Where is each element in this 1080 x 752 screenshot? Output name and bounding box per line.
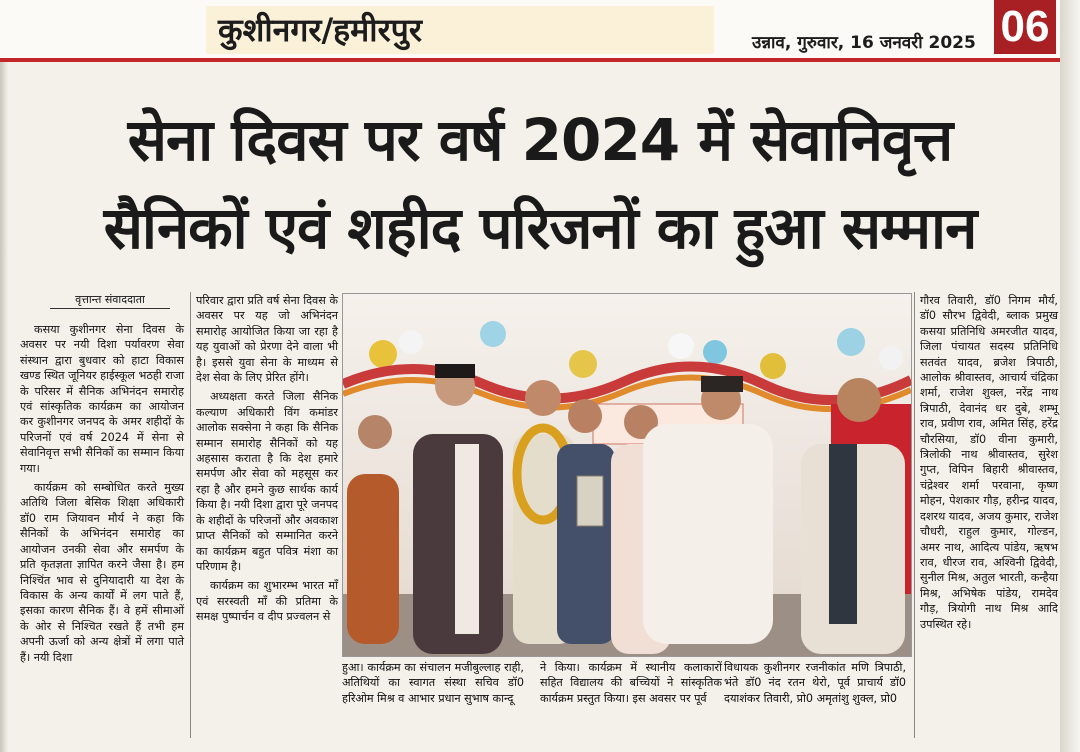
article-column-4: ने किया। कार्यक्रम में स्थानीय कलाकारों सहित विद्यालय की बच्चियों ने सांस्कृतिक कार्यक्रम प्रस्तुत किया। इस अवसर पर पूर्व xyxy=(540,661,722,705)
dateline: उन्नाव, गुरुवार, 16 जनवरी 2025 xyxy=(752,33,976,53)
news-photo xyxy=(342,293,912,657)
paragraph: गौरव तिवारी, डॉ0 निगम मौर्य, डॉ0 सौरभ द्विवेदी, ब्लाक प्रमुख कसया प्रतिनिधि अमरजीत यादव, जिला पंचायत सदस्य प्रतिनिधि सतवंत यादव, ब्रजेश त्रिपाठी, आलोक श्रीवास्तव, आचार्य चंद्रिका शर्मा, राजेश शुक्ल, नरेंद्र नाथ त्रिपाठी, देवानंद धर दुबे, शम्भू राव, प्रवीण राव, अमित सिंह, हरेंद्र चौरसिया, डॉ0 वीना कुमारी, त्रिलोकी नाथ श्रीवास्तव, सुरेश गुप्त, विपिन बिहारी श्रीवास्तव, चंद्रेश्वर शर्मा परवाना, कृष्ण मोहन, पेशकार गौड़, हरीन्द्र यादव, दशरथ यादव, अजय कुमार, राजेश चौधरी, राहुल कुमार, गोल्डन, अमर नाथ, आदित्य पांडेय, ऋषभ राव, धीरज राव, अश्विनी द्विवेदी, सुनील मिश्र, अतुल भारती, कन्हैया मिश्र, अभिषेक पांडेय, रामदेव गौड़, त्रियोगी नाथ मिश्र आदि उपस्थित रहे। xyxy=(920,294,1058,631)
byline: वृत्तान्त संवाददाता xyxy=(50,292,170,309)
paragraph: अध्यक्षता करते जिला सैनिक कल्याण अधिकारी विंग कमांडर आलोक सक्सेना ने कहा कि सैनिक सम्मान समारोह सैनिकों को यह अहसास कराता है कि देश हमारे समर्पण और सेवा को महसूस कर रहा है और हमने कुछ सार्थक कार्य किया है। नयी दिशा द्वारा पूरे जनपद के शहीदों के परिजनों और अवकाश प्राप्त सैनिकों को सम्मानित करने का कार्यक्रम बहुत पवित्र मंशा का परिणाम है। xyxy=(196,390,338,573)
article-column-5 xyxy=(920,293,1058,632)
paragraph: कार्यक्रम को सम्बोधित करते मुख्य अतिथि जिला बेसिक शिक्षा अधिकारी डॉ0 राम जियावन मौर्य ने कहा कि सैनिकों के अभिनंदन समारोह का आयोजन उनकी सेवा और समर्पण के प्रति कृतज्ञता ज्ञापित करने जैसा है। हम निश्चिंत भाव से दुनियादारी या देश के विकास के अन्य कार्यों में लग पाते हैं, इसका कारण सैनिक हैं। वे हमें सीमाओं के ओर से निश्चित रखते हैं तभी हम अपनी ऊर्जा को अन्य क्षेत्रों में लगा पाते हैं। नयी दिशा xyxy=(20,481,184,664)
paragraph: कार्यक्रम का शुभारम्भ भारत माँ एवं सरस्वती माँ की प्रतिमा के समक्ष पुष्पार्चन व दीप प्रज्वलन से xyxy=(196,579,338,624)
headline-line-1: सेना दिवस पर वर्ष 2024 में सेवानिवृत्त xyxy=(127,106,953,174)
header-rule xyxy=(0,58,1060,62)
page-number: 06 xyxy=(994,0,1056,54)
page-fold-left xyxy=(0,62,8,752)
column-divider xyxy=(190,292,191,738)
article-column-2 xyxy=(196,293,338,625)
page-fold-right xyxy=(1060,0,1080,752)
article-column-1 xyxy=(20,322,184,665)
column-divider xyxy=(914,292,915,738)
paragraph: कसया कुशीनगर सेना दिवस के अवसर पर नयी दिशा पर्यावरण सेवा संस्थान द्वारा बुधवार को हाटा विकास खण्ड स्थित जूनियर हाईस्कूल भठही राजा के परिसर में सैनिक अभिनंदन समारोह एवं सांस्कृतिक कार्यक्रम का आयोजन कर कुशीनगर जनपद के अमर शहीदों के परिजनों एवं वर्ष 2024 में सेना से सेवानिवृत्त सभी सैनिकों का सम्मान किया गया। xyxy=(20,323,184,475)
article-column-3: हुआ। कार्यक्रम का संचालन मजीबुल्लाह राही, अतिथियों का स्वागत संस्था सचिव डॉ0 हरिओम मिश्र व आभार प्रधान सुभाष कान्दू xyxy=(342,661,524,705)
paragraph: परिवार द्वारा प्रति वर्ष सेना दिवस के अवसर पर यह जो अभिनंदन समारोह आयोजित किया जा रहा है यह युवाओं को प्रेरणा देने वाला भी है। इससे युवा सेना के माध्यम से देश सेवा के लिए प्रेरित होंगे। xyxy=(196,294,338,385)
headline-line-2: सैनिकों एवं शहीद परिजनों का हुआ सम्मान xyxy=(103,194,977,262)
article-column-4b: विधायक कुशीनगर रजनीकांत मणि त्रिपाठी, भंते डॉ0 नंद रतन थेरो, पूर्व प्राचार्य डॉ0 दयाशंकर तिवारी, प्रो0 अमृतांशु शुक्ल, प्रो0 xyxy=(724,661,906,705)
section-title: कुशीनगर/हमीरपुर xyxy=(218,11,422,49)
